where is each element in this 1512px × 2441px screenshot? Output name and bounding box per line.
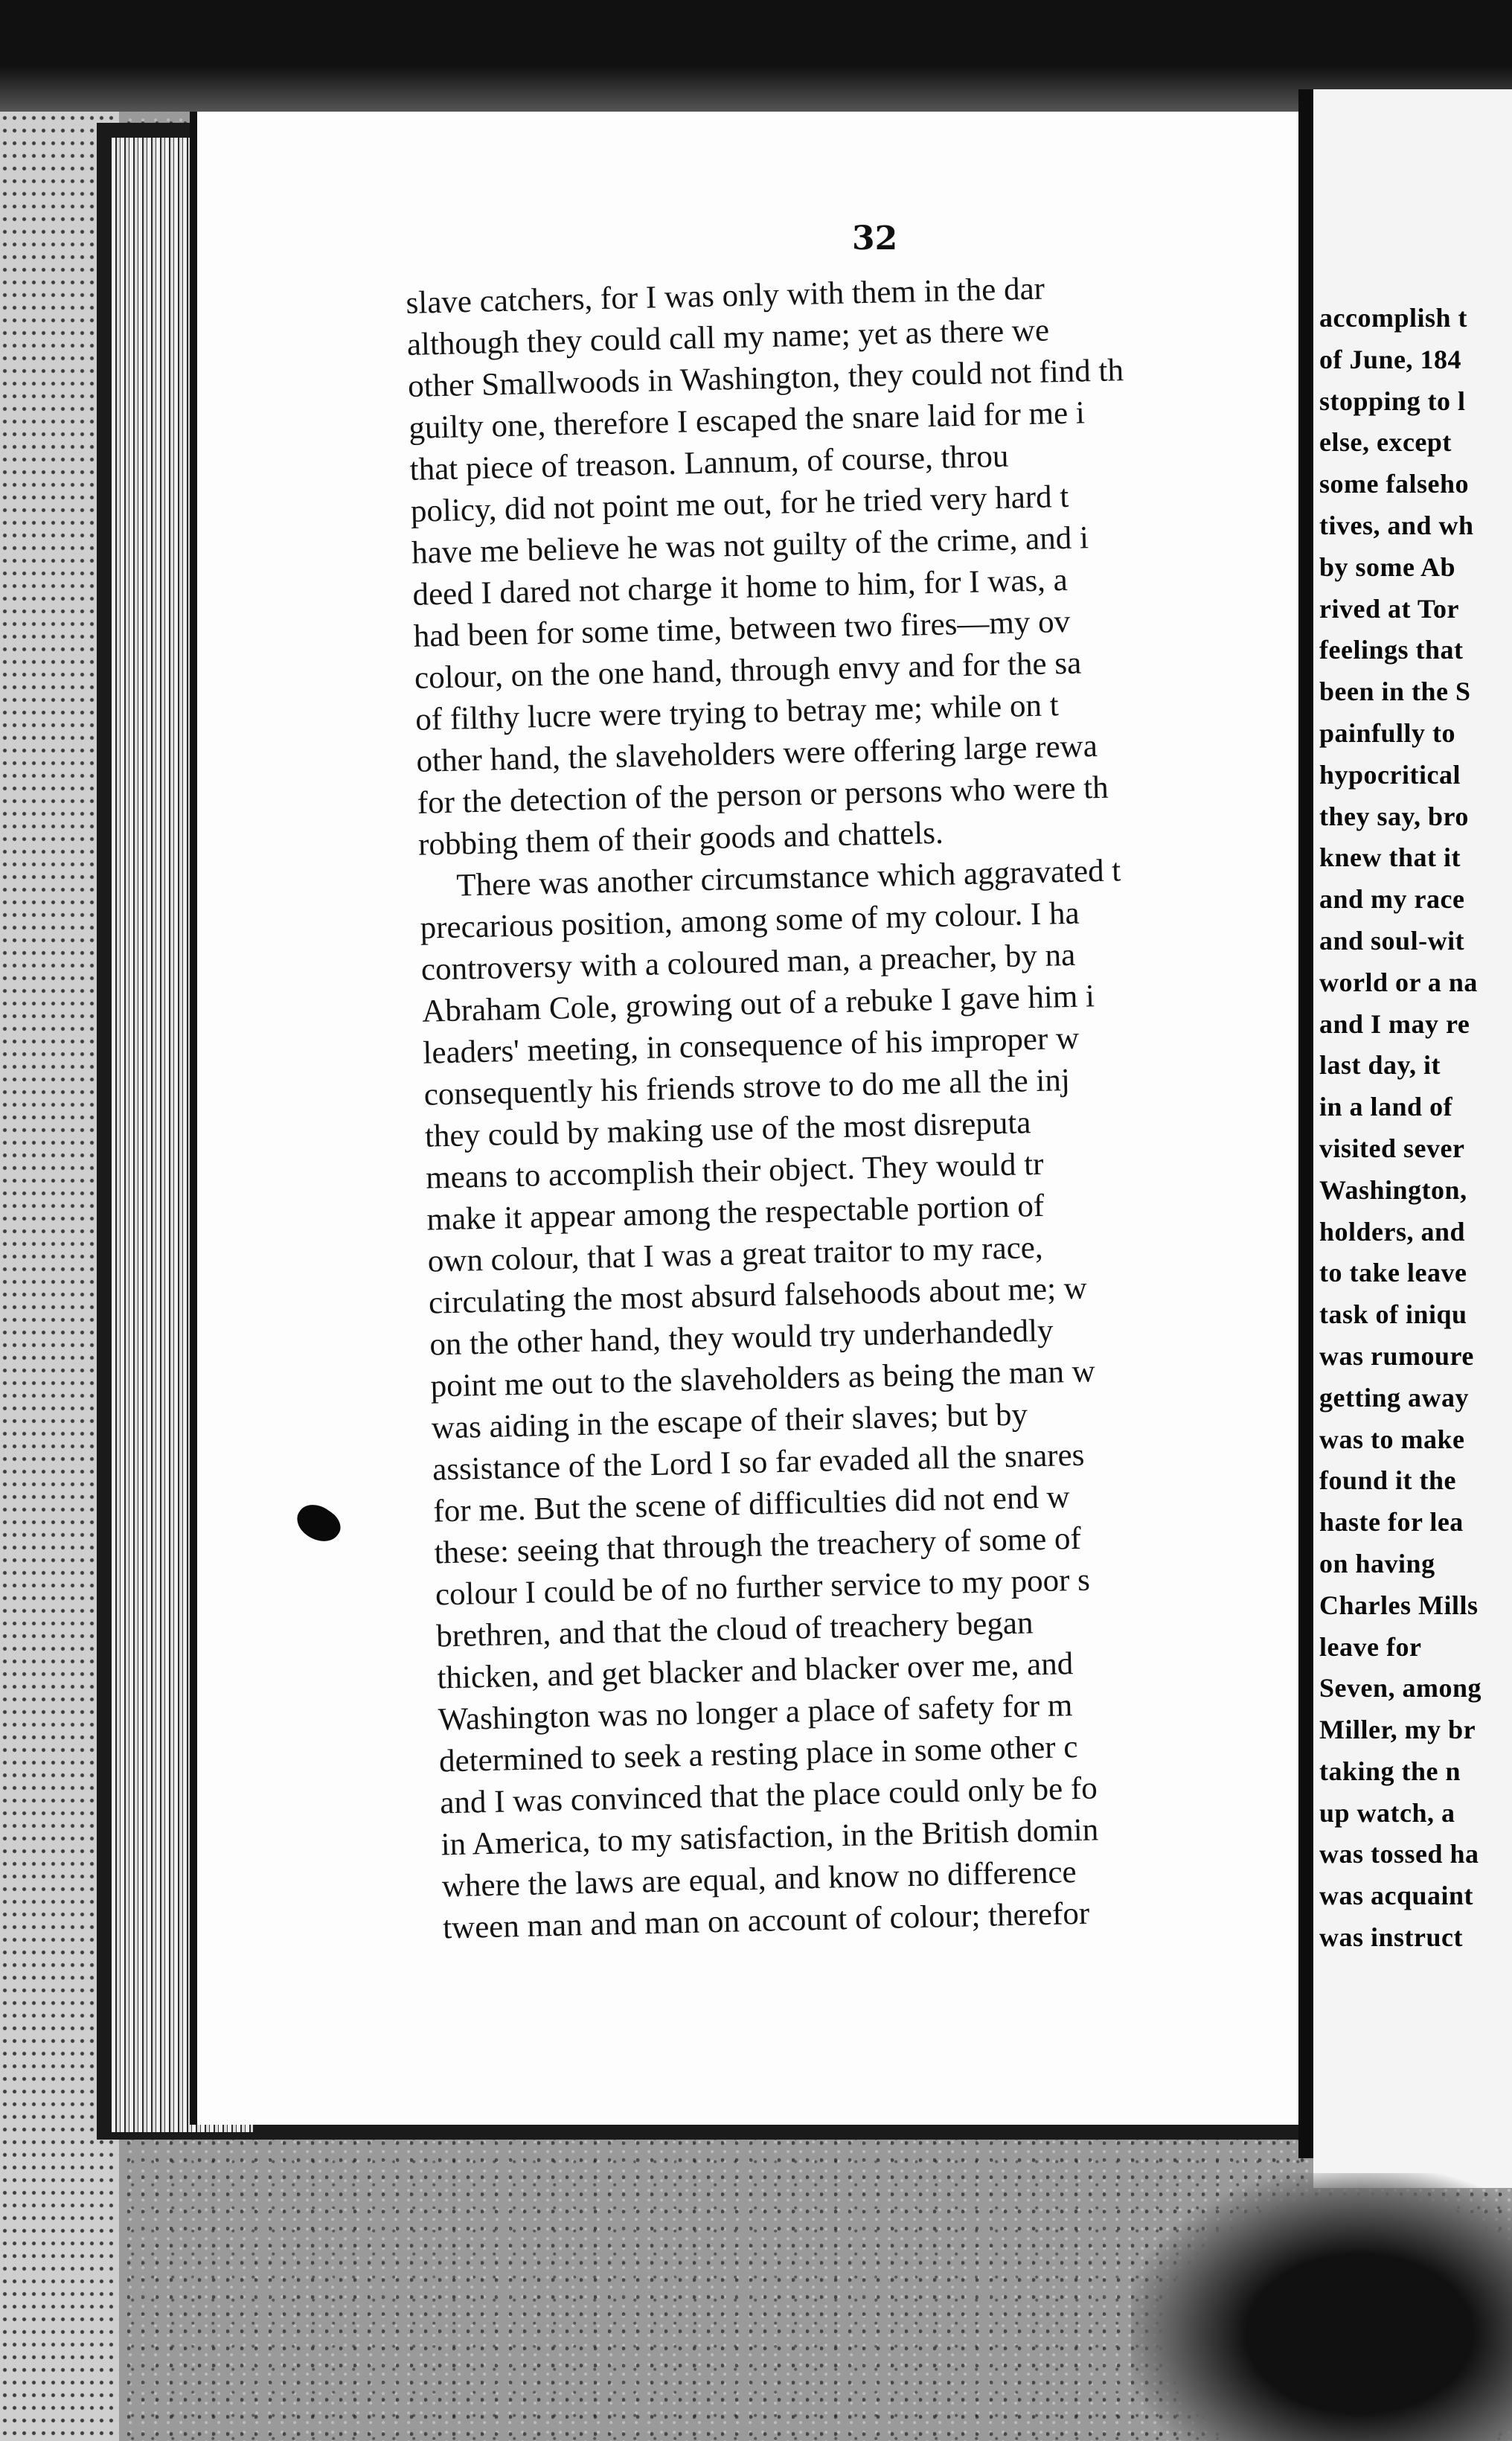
next-page-line: on having [1319, 1548, 1435, 1578]
text-line: on the other hand, they would try underhandedly [429, 1313, 1054, 1363]
next-page-line: and my race [1319, 884, 1465, 915]
next-page-line: knew that it [1319, 842, 1461, 873]
next-page-line: getting away [1319, 1382, 1469, 1413]
next-page-line: they say, bro [1319, 801, 1469, 831]
next-page-line: Charles Mills [1319, 1590, 1479, 1620]
text-line: Washington was no longer a place of safety for m [438, 1688, 1073, 1738]
text-line: assistance of the Lord I so far evaded all the snares [432, 1437, 1085, 1488]
text-line: they could by making use of the most disreputa [424, 1105, 1031, 1154]
text-line: of filthy lucre were trying to betray me; while on t [414, 688, 1060, 738]
text-line: thicken, and get blacker and blacker over me, and [437, 1646, 1074, 1696]
next-page-line: holders, and [1319, 1216, 1466, 1247]
next-page-fragment [1313, 89, 1512, 2188]
text-line: guilty one, therefore I escaped the snare laid for me i [408, 395, 1086, 446]
next-page-line: task of iniqu [1319, 1299, 1467, 1330]
text-line: own colour, that I was a great traitor to my race, [427, 1229, 1044, 1279]
next-page-line: of June, 184 [1319, 344, 1462, 374]
next-page-line: Miller, my br [1319, 1715, 1476, 1745]
text-line: although they could call my name; yet as there we [406, 313, 1050, 362]
text-line: controversy with a coloured man, a preacher, by na [420, 937, 1076, 988]
next-page-line: hypocritical [1319, 759, 1461, 790]
text-line: in America, to my satisfaction, in the British domin [441, 1812, 1099, 1863]
next-page-line: tives, and wh [1319, 510, 1474, 540]
text-line: these: seeing that through the treachery of some of [434, 1520, 1082, 1571]
next-page-line: some falseho [1319, 469, 1469, 499]
next-page-line: accomplish t [1319, 303, 1467, 333]
text-line: policy, did not point me out, for he tried very hard t [410, 479, 1069, 529]
next-page-line: was acquaint [1319, 1881, 1474, 1911]
next-page-line: was tossed ha [1319, 1839, 1479, 1869]
next-page-line: and soul-wit [1319, 925, 1465, 956]
next-page-line: world or a na [1319, 967, 1478, 997]
text-line: brethren, and that the cloud of treachery began [435, 1605, 1034, 1654]
next-page-line: up watch, a [1319, 1797, 1455, 1828]
text-line: precarious position, among some of my colour. I ha [420, 895, 1080, 946]
text-line: point me out to the slaveholders as being the man w [430, 1354, 1096, 1404]
next-page-line: rived at Tor [1319, 593, 1460, 624]
text-line: leaders' meeting, in consequence of his improper w [422, 1020, 1080, 1071]
next-page-line: stopping to l [1319, 385, 1466, 416]
book-gutter [1298, 89, 1315, 2158]
next-page-line: and I may re [1319, 1008, 1470, 1039]
next-page-line: visited sever [1319, 1133, 1465, 1163]
next-page-text [1319, 298, 1512, 1959]
next-page-line: painfully to [1319, 717, 1456, 748]
next-page-line: was rumoure [1319, 1340, 1474, 1371]
text-line: and I was convinced that the place could only be fo [439, 1770, 1098, 1821]
next-page-line: else, except [1319, 427, 1452, 458]
next-page-line: Washington, [1319, 1174, 1467, 1205]
text-line: means to accomplish their object. They would tr [425, 1146, 1044, 1196]
next-page-line: was instruct [1319, 1922, 1463, 1953]
next-page-line: been in the S [1319, 676, 1471, 707]
text-line: where the laws are equal, and know no difference [441, 1855, 1077, 1904]
text-line: that piece of treason. Lannum, of course, throu [409, 438, 1009, 487]
next-page-line: by some Ab [1319, 551, 1456, 582]
next-page-line: was to make [1319, 1424, 1465, 1454]
text-line: colour, on the one hand, through envy and for the sa [414, 645, 1082, 696]
next-page-line: taking the n [1319, 1756, 1461, 1786]
next-page-line: haste for lea [1319, 1507, 1464, 1538]
scan-top-shadow [0, 0, 1512, 112]
text-line: There was another circumstance which aggravated t [455, 853, 1121, 903]
next-page-line: in a land of [1319, 1092, 1453, 1122]
text-line: have me believe he was not guilty of the crime, and i [411, 520, 1089, 571]
text-line: for the detection of the person or persons who were th [417, 770, 1109, 821]
next-page-line: feelings that [1319, 635, 1464, 665]
text-line: circulating the most absurd falsehoods about me; w [428, 1270, 1088, 1321]
text-line: determined to seek a resting place in some other c [438, 1730, 1078, 1779]
page-number: 32 [852, 220, 898, 257]
page-body-text [406, 262, 1348, 1949]
text-line: consequently his friends strove to do me all the inj [423, 1063, 1071, 1113]
text-line: was aiding in the escape of their slaves; but by [431, 1397, 1028, 1446]
text-line: tween man and man on account of colour; therefor [442, 1895, 1090, 1946]
text-line: had been for some time, between two fires—my ov [413, 604, 1071, 654]
next-page-line: Seven, among [1319, 1673, 1482, 1703]
text-line: slave catchers, for I was only with them in the dar [406, 271, 1045, 321]
text-line: make it appear among the respectable portion of [426, 1188, 1045, 1238]
text-line: other hand, the slaveholders were offering large rewa [416, 729, 1098, 779]
text-line: colour I could be of no further service to my poor s [435, 1562, 1091, 1613]
text-line: other Smallwoods in Washington, they could not find th [407, 353, 1124, 404]
text-line: Abraham Cole, growing out of a rebuke I gave him i [421, 979, 1095, 1029]
next-page-line: to take leave [1319, 1258, 1467, 1288]
scan-bottom-shadow [1131, 2173, 1512, 2441]
next-page-line: last day, it [1319, 1050, 1441, 1081]
text-line: robbing them of their goods and chattels. [417, 815, 944, 863]
text-line: deed I dared not charge it home to him, for I was, a [411, 562, 1069, 612]
next-page-line: found it the [1319, 1465, 1457, 1496]
text-line: for me. But the scene of difficulties did not end w [432, 1479, 1071, 1529]
next-page-line: leave for [1319, 1631, 1422, 1662]
